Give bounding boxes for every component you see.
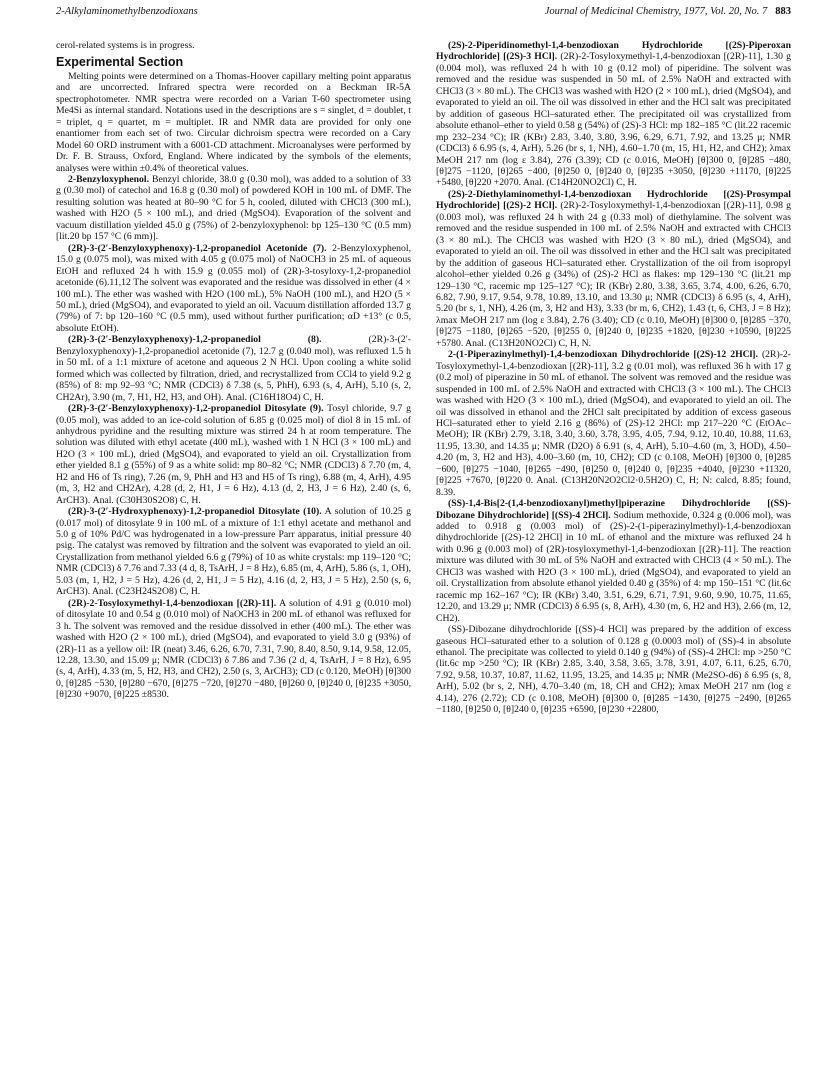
paragraph-benzyloxyphenol	[56, 174, 411, 243]
intro-fragment: cerol-related systems is in progress.	[56, 40, 195, 51]
paragraph-ditosylate-10	[56, 506, 411, 598]
compound-heading: 2-Benzyloxyphenol.	[68, 173, 150, 185]
procedure-text: (2R)-2-Tosyloxymethyl-1,4-benzodioxan [(2R)-11], 0.98 g (0.003 mol), was refluxed 24 h with 24 g (0.33 mol) of diethylamine. The solvent was removed and the residue suspended in 100 mL of 2.5% NaOH and extracted with CHCl3 (3 × 80 mL). The CHCl3 was washed with H2O (3 × 80 mL), dried (MgSO4), and evaporated to yield an oil. The oil was dissolved in ether and the HCl salt was precipitated by the addition of gaseous HCl–saturated ether. Crystallization of the oil from isopropyl alcohol–ether yielded 0.26 g (34%) of (2S)-2 HCl as flakes: mp 129–130 °C (lit.21 mp 129–130 °C, racemic mp 125–127 °C); IR (KBr) 2.80, 3.38, 3.65, 3.74, 4.00, 6.26, 6.70, 6.82, 7.90, 9.17, 9.54, 9.78, 10.89, 13.10, and 13.30 μ; NMR (CDCl3) δ 6.95 (s, 4, ArH), 5.20 (br s, 1, NH), 4.26 (m, 3, H2 and H3), 3.33 (br m, 6, CH2), 1.43 (t, 6, CH3, J = 8 Hz); λmax MeOH 217 nm (log ε 3.84), 2.76 (3.40); CD (c 0.10, MeOH) [θ]300 0, [θ]285 −370, [θ]275 −1180, [θ]265 −520, [θ]255 0, [θ]240 0, [θ]235 +1820, [θ]230 +10590, [θ]225 +5780. Anal. (C13H20NO2Cl) C, H, N.	[436, 200, 792, 349]
paragraph-tosyloxymethyl-11	[56, 598, 411, 701]
journal-name: Journal of Medicinal Chemistry, 1977, Vol. 20, No. 7	[544, 6, 768, 17]
paragraph-dibozane	[436, 498, 791, 624]
right-column	[436, 40, 791, 716]
procedure-text: A solution of 10.25 g (0.017 mol) of ditosylate 9 in 100 mL of a mixture of 1:1 ethyl acetate and methanol and 5.0 g of 10% Pd/C was hydrogenated in a low-pressure Parr apparatus, initial pressure 40 psig. The catalyst was removed by filtration and the solvent was evaporated to yield an oil. Crystallization from methanol yielded 6.6 g (79%) of 10 as white crystals: mp 119–120 °C; NMR (CDCl3) δ 7.76 and 7.33 (4 d, 8, TsArH, J = 8 Hz), 6.85 (m, 4, ArH), 5.86 (s, 1, OH), 5.03 (m, 1, H2, J = 5 Hz), 4.26 (d, 2, H1, J = 5 Hz), 4.16 (d, 2, H3, J = 5 Hz), 2.50 (s, 6, ArCH3). Anal. (C23H24S2O8) C, H.	[56, 506, 412, 598]
two-column-body	[56, 40, 791, 716]
procedure-text: (2R)-2-Tosyloxymethyl-1,4-benzodioxan [(2R)-11], 1.30 g (0.004 mol), was refluxed 24 h with 10 g (0.12 mol) of piperidine. The solvent was removed and the residue was suspended in 50 mL of 2.5% NaOH and extracted with CHCl3 (3 × 80 mL). The CHCl3 was washed with H2O (2 × 100 mL), dried (MgSO4), and evaporated to yield an oil. The oil was dissolved in ether and the HCl salt was precipitated by addition of gaseous HCl–saturated ether. The precipitated oil was crystallized from absolute ethanol–ether to yield 0.58 g (54%) of (2S)-3 HCl: mp 182–185 °C (lit.22 racemic mp 232–234 °C); IR (KBr) 2.83, 3.40, 3.80, 3.96, 6.29, 6.71, 7.92, and 13.25 μ; NMR (CDCl3) δ 6.95 (s, 4, ArH), 5.26 (br s, 1, NH), 4.60–1.70 (m, 15, H1, H2, and CH2); λmax MeOH 217 nm (log ε 3.84), 276 (3.39); CD (c 0.016, MeOH) [θ]300 0, [θ]285 −480, [θ]275 −1120, [θ]265 −400, [θ]250 0, [θ]240 0, [θ]235 +3050, [θ]230 +11170, [θ]225 +5480, [θ]220 +2070. Anal. (C14H20NO2Cl) C, H.	[436, 51, 792, 189]
paragraph-ditosylate-9	[56, 403, 411, 506]
compound-heading: (2R)-2-Tosyloxymethyl-1,4-benzodioxan [(2R)-11].	[68, 597, 277, 609]
procedure-text: (2R)-2-Tosyloxymethyl-1,4-benzodioxan [(2R)-11], 3.2 g (0.01 mol), was refluxed 36 h with 17 g (0.2 mol) of piperazine in 50 mL of ethanol. The solvent was removed and the residue was suspended in 100 mL of 2.5% NaOH and extracted with CHCl3 (3 × 100 mL). The CHCl3 was washed with H2O (3 × 100 mL), dried (MgSO4), and evaporated to yield an oil. The oil was dissolved in ethanol and the 2HCl salt precipitated by addition of excess gaseous HCl–saturated ether to yield 2.16 g (86%) of (2S)-12 2HCl: mp 217–220 °C (EtOAc–MeOH); IR (KBr) 2.79, 3.18, 3.40, 3.60, 3.78, 3.95, 4.05, 7.94, 9.12, 10.40, 10.88, 11.63, 11.95, 13.30, and 14.35 μ; NMR (D2O) δ 6.91 (s, 4, ArH), 5.10–4.60 (m, 3, HOD), 4.50–4.20 (m, 3, H2 and H3), 4.00–3.60 (m, 10, CH2); CD (c 0.108, MeOH) [θ]300 0, [θ]285 −600, [θ]275 −1040, [θ]265 −490, [θ]250 0, [θ]240 0, [θ]235 +4040, [θ]230 +11320, [θ]225 +7670, [θ]220 0. Anal. (C13H20N2O2Cl2·0.5H2O) C, H; N: calcd, 8.85; found, 8.39.	[436, 349, 791, 498]
running-title: 2-Alkylaminomethylbenzodioxans	[56, 6, 198, 17]
page-header	[56, 6, 791, 26]
journal-citation	[545, 6, 791, 17]
compound-heading: (2R)-3-(2′-Hydroxyphenoxy)-1,2-propanediol Ditosylate (10).	[68, 506, 322, 518]
procedure-text: (2R)-3-(2′-Benzyloxyphenoxy)-1,2-propanediol acetonide (7), 12.7 g (0.040 mol), was refluxed 1.5 h in 50 mL of a 1:1 mixture of acetone and aqueous 2 N HCl. Upon cooling a white solid formed which was collected by filtration, dried, and recrystallized from CCl4 to yield 9.2 g (85%) of 8: mp 92–93 °C; NMR (CDCl3) δ 7.38 (s, 5, PhH), 6.93 (s, 4, ArH), 5.10 (s, 2, CH2Ar), 3.90 (m, 7, H1, H2, H3, and OH). Anal. (C16H18O4) C, H.	[56, 334, 412, 403]
page-number: 883	[775, 6, 791, 17]
procedure-text: 2-Benzyloxyphenol, 15.0 g (0.075 mol), was mixed with 4.05 g (0.075 mol) of NaOCH3 in 25 mL of aqueous EtOH and refluxed 24 h with 15.9 g (0.055 mol) of (2R)-3-tosyloxy-1,2-propanediol acetonide (6).11,12 The solvent was evaporated and the residue was dissolved in ether (4 × 100 mL). The ether was washed with H2O (100 mL), 5% NaOH (100 mL), and H2O (5 × 50 mL), dried (MgSO4), and evaporated to yield an oil. Vacuum distillation afforded 13.7 g (79%) of 7: bp 120–160 °C (0.5 mm), used without further purification; αD +13° (c 0.5, absolute EtOH).	[56, 242, 411, 334]
paragraph-diol-8	[56, 334, 411, 403]
compound-heading: (2S)-2-Diethylaminomethyl-1,4-benzodioxan Hydrochloride [(2S)-Prosympal Hydrochloride] [(2S)-2 HCl].	[436, 188, 791, 212]
paragraph-prosympal	[436, 189, 791, 349]
procedure-text: Sodium methoxide, 0.324 g (0.006 mol), was added to 0.918 g (0.003 mol) of (2S)-2-(1-piperazinylmethyl)-1,4-benzodioxan dihydrochloride [(2S)-12 2HCl] in 10 mL of ethanol and the mixture was refluxed 24 h with 0.96 g (0.003 mol) of (2R)-tosyloxymethyl-1,4-benzodioxan [(2R)-11]. The reaction mixture was diluted with 30 mL of 5% NaOH and extracted with CHCl3 (4 × 50 mL). The CHCl3 was washed with H2O (3 × 100 mL), dried (MgSO4), and evaporated to yield an oil. Crystallization from absolute ethanol yielded 0.40 g (35%) of 4: mp 150–151 °C (lit.6c racemic mp 162–167 °C); IR (KBr) 3.40, 3.51, 6.29, 6.71, 7.91, 9.60, 9.90, 10.75, 11.65, 12.20, and 13.29 μ; NMR (CDCl3) δ 6.95 (s, 8, ArH), 4.30 (m, 6, H2 and H3), 2.66 (m, 12, CH2).	[436, 509, 792, 624]
compound-heading: (SS)-1,4-Bis[2-(1,4-benzodioxanyl)methyl]piperazine Dihydrochloride [(SS)-Dibozane Dihydrochloride] [(SS)-4 2HCl].	[436, 498, 791, 521]
paragraph-acetonide-7	[56, 243, 411, 335]
compound-heading: 2-(1-Piperazinylmethyl)-1,4-benzodioxan Dihydrochloride [(2S)-12 2HCl].	[448, 349, 758, 361]
section-title: Experimental Section	[56, 55, 184, 70]
procedure-text: Tosyl chloride, 9.7 g (0.05 mol), was added to an ice-cold solution of 6.85 g (0.025 mol) of diol 8 in 15 mL of anhydrous pyridine and the resulting mixture was stirred 24 h at room temperature. The solution was diluted with ethyl acetate (400 mL), washed with 1 N HCl (3 × 100 mL) and H2O (3 × 100 mL), dried (MgSO4), and evaporated to yield an oil. Crystallization from ether yielded 8.1 g (55%) of 9 as a white solid: mp 80–82 °C; NMR (CDCl3) δ 7.70 (m, 4, H2 and H6 of Ts ring), 7.26 (m, 9, PhH and H3 and H5 of Ts ring), 6.88 (m, 4, ArH), 4.95 (m, 3, H2 and CH2Ar), 4.28 (d, 2, H1, J = 6 Hz), 4.13 (d, 2, H3, J = 6 Hz), 2.40 (s, 6, ArCH3). Anal. (C30H30S2O8) C, H.	[56, 403, 411, 506]
compound-heading: (2S)-2-Piperidinomethyl-1,4-benzodioxan Hydrochloride [(2S)-Piperoxan Hydrochloride] [(2S)-3 HCl].	[436, 40, 791, 63]
procedure-text: Benzyl chloride, 38.0 g (0.30 mol), was added to a solution of 33 g (0.30 mol) of catechol and 16.8 g (0.30 mol) of powdered KOH in 100 mL of DMF. The resulting solution was heated at 80–90 °C for 5 h, cooled, diluted with CHCl3 (300 mL), washed with H2O (5 × 100 mL), and dried (MgSO4). Evaporation of the solvent and vacuum distillation yielded 45.0 g (75%) of 2-benzyloxyphenol: bp 125–130 °C (0.5 mm) [lit.20 bp 157 °C (6 mm)].	[56, 173, 412, 243]
procedure-text: A solution of 4.91 g (0.010 mol) of ditosylate 10 and 0.54 g (0.010 mol) of NaOCH3 in 200 mL of ethanol was refluxed for 3 h. The solvent was removed and the residue dissolved in ether (400 mL). The ether was washed with H2O (2 × 100 mL), dried (MgSO4), and evaporated to yield 3.0 g (93%) of (2R)-11 as a yellow oil: IR (neat) 3.46, 6.26, 6.70, 7.31, 7.90, 8.40, 8.50, 9.14, 9.58, 12.05, 12.28, 13.30, and 15.09 μ; NMR (CDCl3) δ 7.86 and 7.36 (2 d, 4, TsArH, J = 8 Hz), 6.95 (s, 4, ArH), 4.33 (m, 5, H2, H3, and CH2), 2.50 (s, 3, ArCH3); CD (c 0.120, MeOH) [θ]300 0, [θ]285 −530, [θ]280 −670, [θ]275 −720, [θ]270 −480, [θ]260 0, [θ]240 0, [θ]235 +3050, [θ]230 +9070, [θ]225 ±8530.	[56, 597, 411, 701]
compound-heading: (2R)-3-(2′-Benzyloxyphenoxy)-1,2-propanediol Acetonide (7).	[68, 242, 327, 254]
compound-heading: (2R)-3-(2′-Benzyloxyphenoxy)-1,2-propanediol Ditosylate (9).	[68, 403, 324, 415]
paragraph-piperazinylmethyl	[436, 349, 791, 498]
compound-heading: (2R)-3-(2′-Benzyloxyphenoxy)-1,2-propanediol (8).	[68, 334, 322, 346]
paragraph-piperoxan	[436, 40, 791, 189]
paragraph-dibozane-salt: (SS)-Dibozane dihydrochloride [(SS)-4 HCl] was prepared by the addition of excess gaseous HCl–saturated ether to a solution of 0.128 g (0.0003 mol) of (SS)-4 in absolute ethanol. The precipitate was collected to yield 0.140 g (94%) of (SS)-4 2HCl: mp >250 °C (lit.6c mp >250 °C); IR (KBr) 2.85, 3.40, 3.58, 3.65, 3.78, 3.91, 4.07, 6.11, 6.25, 6.70, 7.92, 9.58, 10.37, 10.87, 11.62, 11.95, 13.25, and 14.35 μ; NMR (Me2SO-d6) δ 6.95 (s, 8, ArH), 5.02 (br s, 2, NH), 4.70–3.40 (m, 18, CH and CH2); λmax MeOH 217 nm (log ε 4.14), 276 (2.72); CD (c 0.108, MeOH) [θ]300 0, [θ]285 −1430, [θ]275 −2490, [θ]265 −1180, [θ]250 0, [θ]240 0, [θ]235 +6590, [θ]230 +22800,	[436, 624, 791, 716]
left-column	[56, 40, 411, 716]
paragraph-general: Melting points were determined on a Thomas-Hoover capillary melting point apparatus and are uncorrected. Infrared spectra were recorded on a Beckman IR-5A spectrophotometer. NMR spectra were recorded on a Varian T-60 spectrometer using Me4Si as internal standard. Notations used in the descriptions are s = singlet, d = doublet, t = triplet, q = quartet, m = multiplet. IR and NMR data are provided for only one enantiomer from each set of two. Circular dichroism spectra were recorded on a Cary Model 60 ORD instrument with a 6001-CD attachment. Microanalyses were performed by Dr. F. B. Strauss, Oxford, England. Where indicated by the symbols of the elements, analyses were within ±0.4% of theoretical values.	[56, 70, 411, 174]
